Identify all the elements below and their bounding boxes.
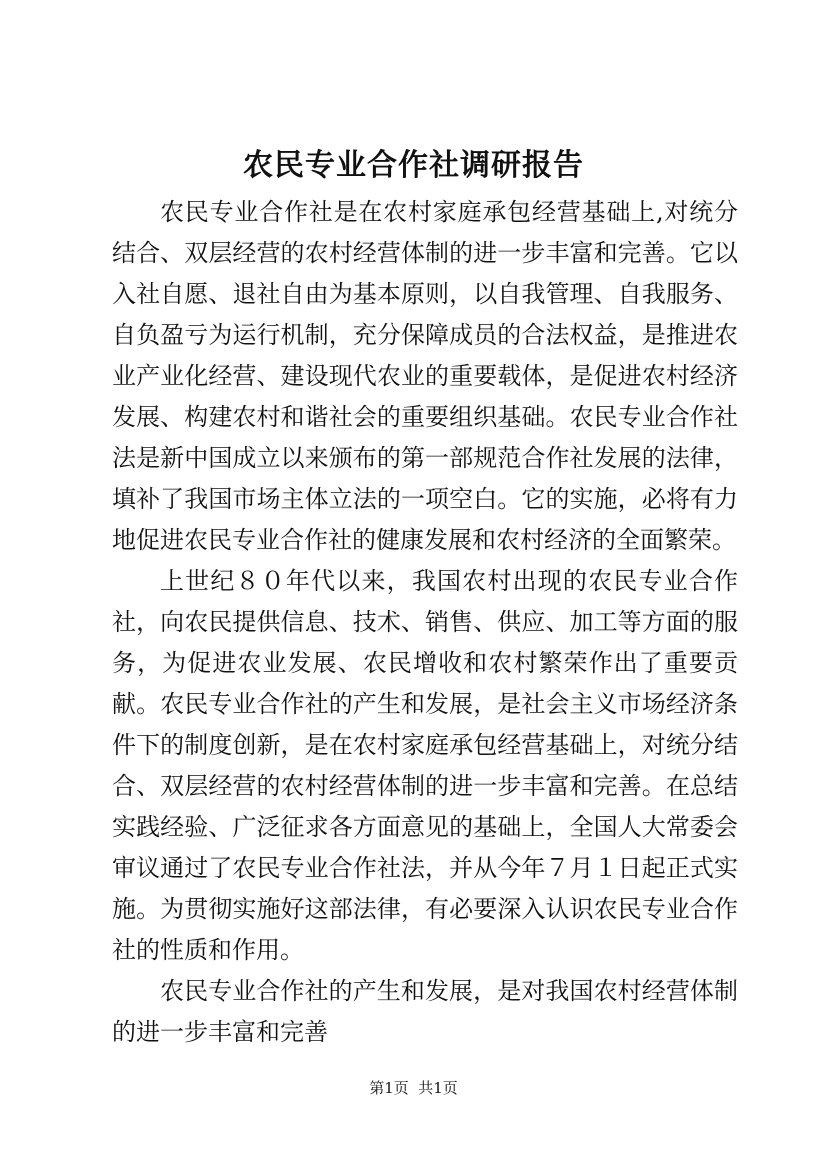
page-number: 第1页 共1页 [369,1079,458,1097]
paragraph-1: 农民专业合作社是在农村家庭承包经营基础上,对统分结合、双层经营的农村经营体制的进一步丰富和完善。它以入社自愿、退社自由为基本原则，以自我管理、自我服务、自负盈亏为运行机制，充分保障成员的合法权益，是推进农业产业化经营、建设现代农业的重要载体，是促进农村经济发展、构建农村和谐社会的重要组织基础。农民专业合作社法是新中国成立以来颁布的第一部规范合作社发展的法律，填补了我国市场主体立法的一项空白。它的实施，必将有力地促进农民专业合作社的健康发展和农村经济的全面繁荣。 [112,198,738,554]
paragraph-2: 上世纪８０年代以来，我国农村出现的农民专业合作社，向农民提供信息、技术、销售、供应、加工等方面的服务，为促进农业发展、农民增收和农村繁荣作出了重要贡献。农民专业合作社的产生和发展，是社会主义市场经济条件下的制度创新，是在农村家庭承包经营基础上，对统分结合、双层经营的农村经营体制的进一步丰富和完善。在总结实践经验、广泛征求各方面意见的基础上，全国人大常委会审议通过了农民专业合作社法，并从今年７月１日起正式实施。为贯彻实施好这部法律，有必要深入认识农民专业合作社的性质和作用。 [112,567,738,964]
document-body [112,192,738,1053]
page-title: 农民专业合作社调研报告 [243,148,584,183]
paragraph-3: 农民专业合作社的产生和发展，是对我国农村经营体制的进一步丰富和完善 [112,977,738,1046]
page-footer [0,1078,827,1098]
